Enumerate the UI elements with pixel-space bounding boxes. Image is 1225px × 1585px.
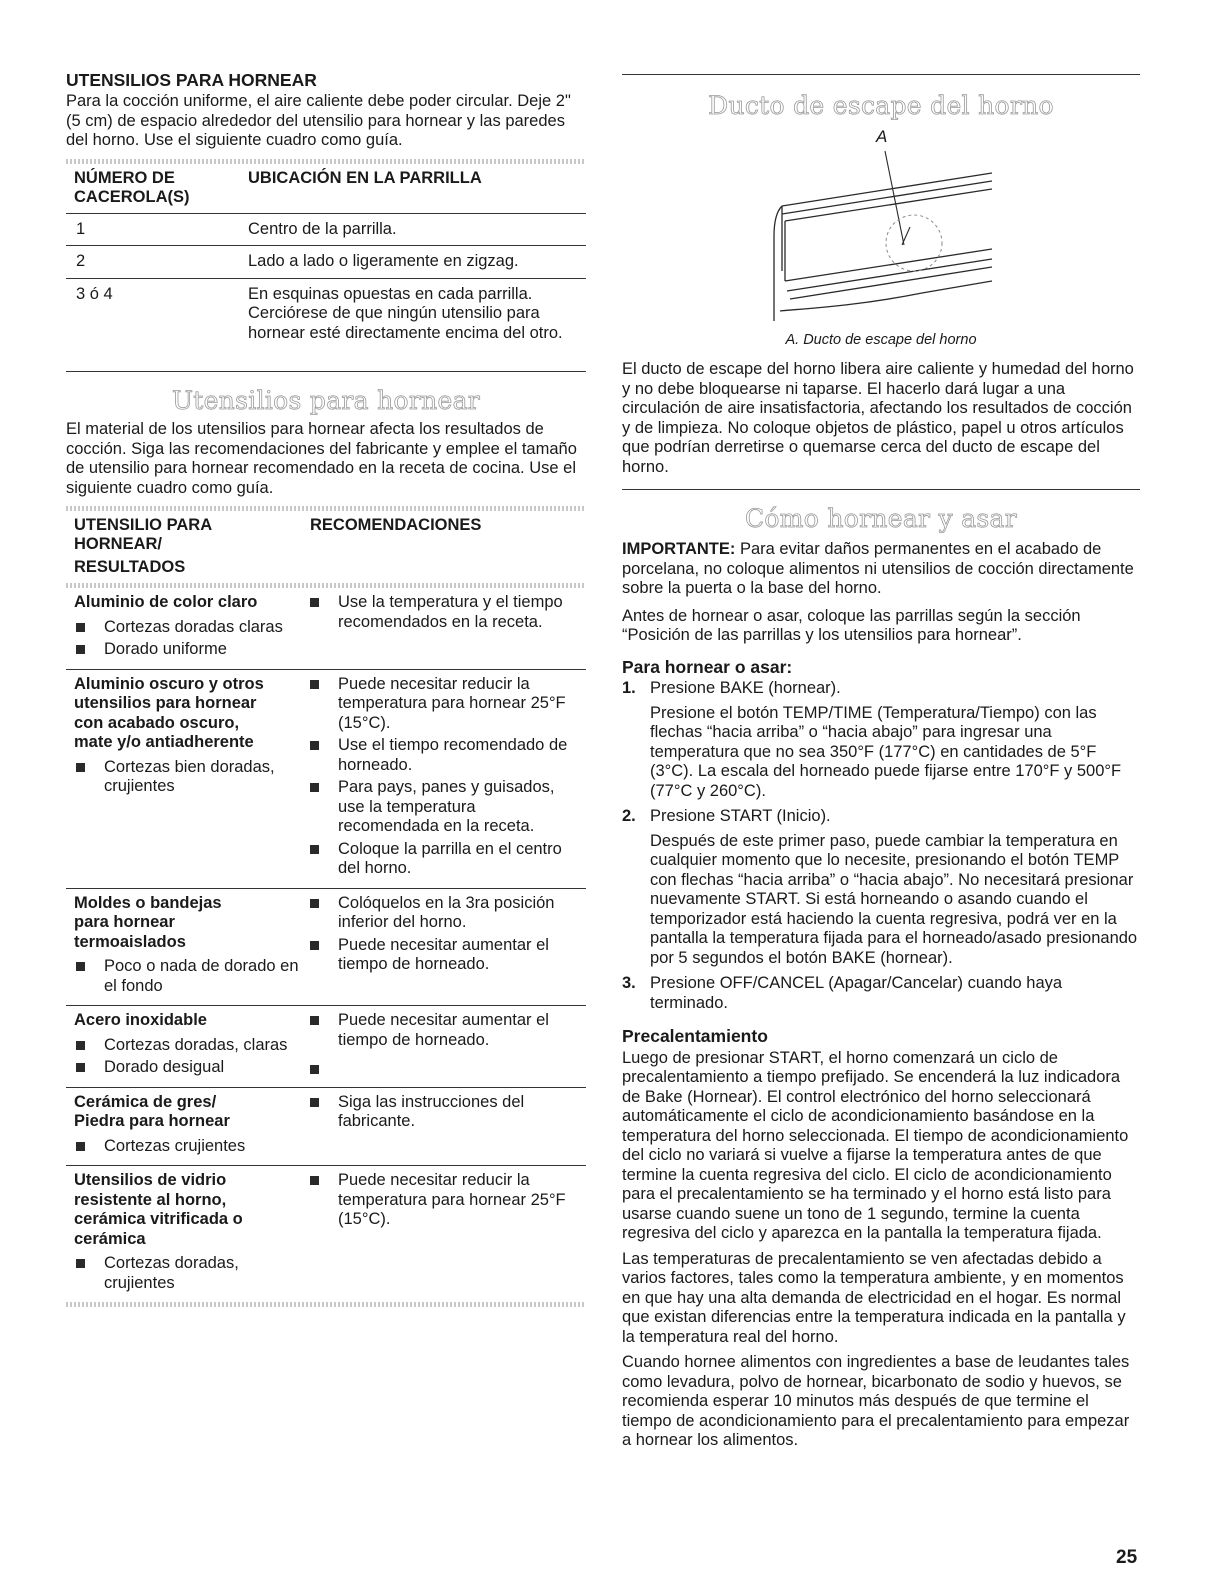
result-item: Cortezas doradas claras [74,618,308,638]
recommendation-item: Puede necesitar reducir la temperatura para hornear 25°F (15°C). [308,1171,586,1230]
oven-vent-body: El ducto de escape del horno libera aire caliente y humedad del horno y no debe bloquearse ni taparse. El hacerlo dará lugar a una circulación de aire insatisfactoria, afectando los resultados de cocción y de limpieza. No coloque objetos de plástico, papel u otros artículos que podrían derretirse o quemarse cerca del ducto de escape del horno. [622,360,1134,476]
figure-caption: A. Ducto de escape del horno [785,332,977,348]
recommendation-item: Use el tiempo recomendado de horneado. [308,736,586,775]
section-intro-bakeware: El material de los utensilios para hornear afecta los resultados de cocción. Siga las recomendaciones del fabricante y emplee el tamaño de utensilio para hornear recomendado en la receta de cocina. Use el siguiente cuadro como guía. [66,420,577,497]
table-header: UBICACIÓN EN LA PARRILLA [248,168,482,187]
bakeware-cell [66,1087,308,1166]
bakeware-name: Aluminio oscuro y otros utensilios para hornear con acabado oscuro, mate y/o antiadherente [74,674,264,751]
section-divider [622,74,1140,75]
recommendation-item: Use la temperatura y el tiempo recomendados en la receta. [308,593,586,632]
recommendation-cell [308,588,586,669]
bakeware-cell [66,588,308,669]
section-divider [66,371,586,372]
result-item: Cortezas doradas, claras [74,1036,308,1056]
step-detail: Después de este primer paso, puede cambiar la temperatura en cualquier momento que lo necesite, presionando el botón TEMP con flechas “hacia arriba” o “hacia abajo”. No necesitará presionar nuevamente START. Si está horneando o asando cuando el temporizador está haciendo la cuenta regresiva, podrá ver en la pantalla la temperatura fijada para el horneado/asado presionando por 5 segundos el botón BAKE (hornear). [650,831,1138,967]
table-cell: Centro de la parrilla. [248,213,586,246]
recommendation-item: Coloque la parrilla en el centro del horno. [308,840,586,879]
step-item [622,974,1140,1013]
bakeware-cell [66,888,308,1006]
bakeware-cell [66,1166,308,1303]
step-text: Presione BAKE (hornear). [650,679,841,697]
result-item: Cortezas bien doradas, crujientes [74,758,308,797]
result-item: Poco o nada de dorado en el fondo [74,957,308,996]
bakeware-table [66,511,586,1307]
bakeware-name: Aluminio de color claro [74,593,258,611]
recommendation-cell [308,1087,586,1166]
bakeware-name: Cerámica de gres/ Piedra para hornear [74,1092,230,1130]
before-baking-note: Antes de hornear o asar, coloque las parrillas según la sección “Posición de las parrillas y los utensilios para hornear”. [622,606,1081,644]
table-row [66,246,586,279]
step-number: 2. [622,807,636,825]
table-row [66,669,586,888]
table-row [66,1087,586,1166]
bakeware-name: Utensilios de vidrio resistente al horno, cerámica vitrificada o cerámica [74,1171,243,1248]
step-text: Presione START (Inicio). [650,807,831,825]
oven-vent-figure [622,121,1140,356]
table-row [66,1006,586,1088]
header-recommendations: RECOMENDACIONES [310,516,482,534]
preheat-paragraph: Luego de presionar START, el horno comenzará un ciclo de precalentamiento a tiempo prefijado. Se encenderá la luz indicadora de Bake (Hornear). El control electrónico del horno seleccionará automáticamente el ciclo de acondicionamiento basándose en la temperatura del horno seleccionada. El tiempo de acondicionamiento del ciclo no variará si vuelve a fijarse la temperatura antes de que termine la cuenta regresiva del ciclo. El ciclo de acondicionamiento para el precalentamiento se ha terminado y el horno está listo para usarse cuando suene un tono de 1 segundo, termine la cuenta regresiva del ciclo y aparezca en la pantalla la temperatura fijada. [622,1048,1129,1242]
table-cell: 2 [66,246,248,279]
left-column [66,70,586,1307]
section-heading-bakeware: Utensilios para hornear [171,386,481,415]
bakeware-cell [66,1006,308,1088]
page-number: 25 [1116,1547,1138,1568]
table-bottom-border [66,1302,586,1307]
table-header: NÚMERO DE CACEROLA(S) [74,168,190,206]
table-cell: 1 [66,213,248,246]
recommendation-item: Puede necesitar aumentar el tiempo de horneado. [308,936,586,975]
bakeware-name: Acero inoxidable [74,1011,207,1029]
header-bakeware: UTENSILIO PARA HORNEAR/ [74,516,212,553]
section-heading-bake-broil: Cómo hornear y asar [744,504,1018,533]
important-note [622,540,1140,599]
recommendation-cell [308,1006,586,1088]
step-item [622,807,1140,968]
section-divider [622,489,1140,490]
preheat-paragraph: Cuando hornee alimentos con ingredientes a base de leudantes tales como levadura, polvo de hornear, bicarbonato de sodio y huevos, se recomienda esperar 10 minutos más después de que termine el tiempo de acondicionamiento para el precalentamiento para empezar a hornear los alimentos. [622,1353,1130,1449]
recommendation-cell [308,669,586,888]
table-header [66,511,308,583]
recommendation-item: Para pays, panes y guisados, use la temperatura recomendada en la receta. [308,778,586,837]
result-item: Cortezas crujientes [74,1137,308,1157]
table-header-row [66,164,586,214]
recommendation-item: Puede necesitar reducir la temperatura para hornear 25°F (15°C). [308,675,586,734]
table-header-row [66,511,586,583]
table-cell: En esquinas opuestas en cada parrilla. Cerciórese de que ningún utensilio para hornear esté directamente encima del otro. [248,278,586,349]
pan-placement-table [66,164,586,350]
table-cell: Lado a lado o ligeramente en zigzag. [248,246,586,279]
bake-broil-subheading: Para hornear o asar: [622,656,793,677]
section-intro-bakeware-position: Para la cocción uniforme, el aire caliente debe poder circular. Deje 2" (5 cm) de espacio alrededor del utensilio para hornear y las paredes del horno. Use el siguiente cuadro como guía. [66,92,571,149]
table-row [66,588,586,669]
step-item [622,679,1140,801]
section-heading-oven-vent: Ducto de escape del horno [708,91,1054,120]
table-row [66,213,586,246]
table-row [66,1166,586,1303]
table-row [66,888,586,1006]
step-text: Presione OFF/CANCEL (Apagar/Cancelar) cuando haya terminado. [650,974,1063,1012]
recommendation-cell [308,888,586,1006]
bakeware-name: Moldes o bandejas para hornear termoaislados [74,893,222,951]
right-column [622,70,1140,1451]
recommendation-cell [308,1166,586,1303]
recommendation-item-empty [308,1060,586,1074]
result-item: Cortezas doradas, crujientes [74,1254,308,1293]
important-text: Para evitar daños permanentes en el acabado de porcelana, no coloque alimentos ni utensilios de cocción directamente sobre la puerta o la base del horno. [622,540,1134,597]
step-number: 1. [622,679,636,697]
preheat-paragraph: Las temperaturas de precalentamiento se ven afectadas debido a varios factores, tales como la temperatura ambiente, y en momentos en que hay una alta demanda de electricidad en el hogar. Es normal que existan diferencias entre la temperatura indicada en la pantalla y la temperatura real del horno. [622,1249,1126,1346]
section-title-bakeware-position: UTENSILIOS PARA HORNEAR [66,70,317,90]
oven-vent-illustration [622,121,1140,321]
preheat-subheading: Precalentamiento [622,1026,768,1046]
header-results: RESULTADOS [74,558,186,576]
step-detail: Presione el botón TEMP/TIME (Temperatura/Tiempo) con las flechas “hacia arriba” o “hacia abajo” para ingresar una temperatura que no sea 350°F (177°C) en cantidades de 5°F (3°C). La escala del horneado puede fijarse entre 170°F y 500°F (77°C y 260°C). [650,703,1122,800]
step-number: 3. [622,974,636,992]
recommendation-item: Colóquelos en la 3ra posición inferior del horno. [308,894,586,933]
result-item: Dorado desigual [74,1058,308,1078]
table-row [66,278,586,349]
figure-callout-label: A [876,127,888,146]
recommendation-item: Puede necesitar aumentar el tiempo de horneado. [308,1011,586,1050]
result-item: Dorado uniforme [74,640,308,660]
bakeware-cell [66,669,308,888]
important-label: IMPORTANTE: [622,540,736,558]
recommendation-item: Siga las instrucciones del fabricante. [308,1093,586,1132]
table-cell: 3 ó 4 [66,278,248,349]
